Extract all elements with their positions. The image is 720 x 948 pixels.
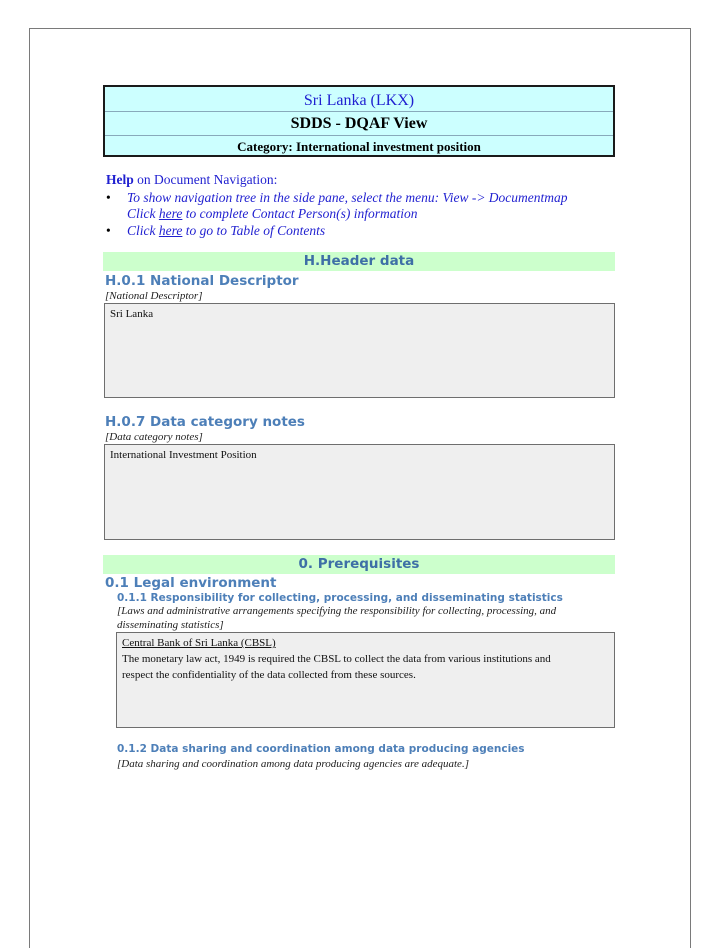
section-title: H.0.1 National Descriptor xyxy=(105,273,299,289)
view-title: SDDS - DQAF View xyxy=(290,115,428,132)
bullet-icon: • xyxy=(106,190,111,205)
field-hint: [National Descriptor] xyxy=(105,290,203,302)
field-hint: [Laws and administrative arrangements specifying the responsibility for collecting, processing, and xyxy=(117,605,557,617)
field-hint: disseminating statistics] xyxy=(117,619,224,631)
country-title: Sri Lanka (LKX) xyxy=(303,92,415,109)
help-rest: on Document Navigation: xyxy=(133,172,278,187)
field-value: respect the confidentiality of the data collected from these sources. xyxy=(122,669,416,681)
national-descriptor-field[interactable] xyxy=(104,303,615,398)
help-heading xyxy=(106,172,277,188)
field-hint: [Data sharing and coordination among data producing agencies are adequate.] xyxy=(117,758,469,770)
help-contact-line: Click here to complete Contact Person(s) information xyxy=(127,206,418,221)
data-category-notes-field[interactable] xyxy=(104,444,615,540)
help-bullet-navigation: To show navigation tree in the side pane, select the menu: View -> Documentmap xyxy=(127,190,568,205)
field-value: International Investment Position xyxy=(110,449,257,461)
divider xyxy=(105,111,613,112)
contact-here-link[interactable]: here xyxy=(158,206,183,221)
subsection-title: 0.1.1 Responsibility for collecting, processing, and disseminating statistics xyxy=(117,592,563,604)
field-value-heading: Central Bank of Sri Lanka (CBSL) xyxy=(122,637,276,649)
category-title: Category: International investment position xyxy=(237,139,481,154)
field-value: Sri Lanka xyxy=(110,308,154,320)
help-toc-line: Click here to go to Table of Contents xyxy=(127,223,326,238)
divider xyxy=(105,135,613,136)
responsibility-field[interactable] xyxy=(116,632,615,728)
field-hint: [Data category notes] xyxy=(105,431,203,443)
title-box xyxy=(103,85,615,157)
section-band-header: H.Header data xyxy=(103,252,615,271)
section-title: H.0.7 Data category notes xyxy=(105,414,305,430)
help-bold: Help xyxy=(106,172,134,187)
subsection-title: 0.1.2 Data sharing and coordination among data producing agencies xyxy=(117,743,525,755)
bullet-icon: • xyxy=(106,223,111,238)
section-title: 0.1 Legal environment xyxy=(105,575,277,591)
section-band-prerequisites: 0. Prerequisites xyxy=(103,555,615,574)
field-value: The monetary law act, 1949 is required the CBSL to collect the data from various institutions and xyxy=(122,653,551,665)
toc-here-link[interactable]: here xyxy=(158,223,183,238)
